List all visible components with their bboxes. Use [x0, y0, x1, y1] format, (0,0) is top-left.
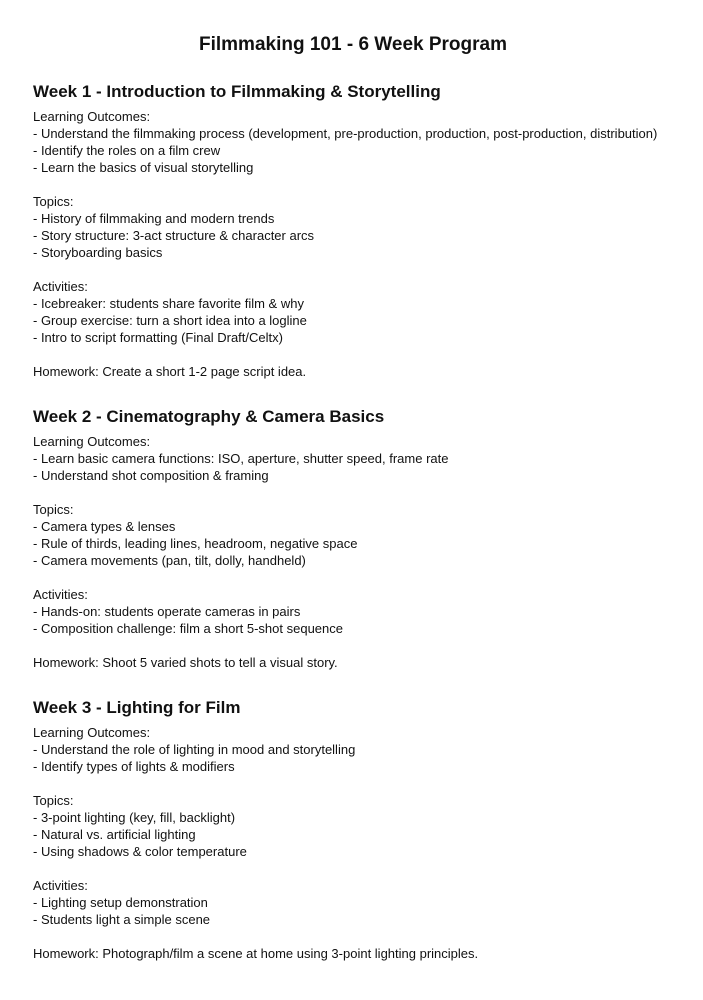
- section-label: Topics:: [33, 502, 74, 517]
- list-item: - Intro to script formatting (Final Draft/Celtx): [33, 330, 283, 345]
- list-item: - 3-point lighting (key, fill, backlight): [33, 810, 236, 825]
- bullet-list: [33, 741, 673, 775]
- activities-section: [33, 586, 673, 637]
- homework-section: [33, 945, 673, 962]
- week-heading: Week 1 - Introduction to Filmmaking & Storytelling: [33, 82, 441, 101]
- bullet-list: [33, 809, 673, 860]
- list-item: - Camera types & lenses: [33, 519, 176, 534]
- bullet-list: [33, 210, 673, 261]
- list-item: - Group exercise: turn a short idea into a logline: [33, 313, 307, 328]
- topics-section: [33, 501, 673, 569]
- week-3-block: [33, 697, 673, 962]
- list-item: - Identify the roles on a film crew: [33, 143, 221, 158]
- list-item: - Understand the filmmaking process (development, pre-production, production, post-production, distribution): [33, 126, 658, 141]
- week-heading: Week 2 - Cinematography & Camera Basics: [33, 407, 385, 426]
- week-heading: Week 3 - Lighting for Film: [33, 698, 241, 717]
- list-item: - History of filmmaking and modern trends: [33, 211, 275, 226]
- list-item: - Hands-on: students operate cameras in pairs: [33, 604, 301, 619]
- section-label: Learning Outcomes:: [33, 434, 151, 449]
- bullet-list: [33, 125, 673, 176]
- section-label: Topics:: [33, 793, 74, 808]
- list-item: - Storyboarding basics: [33, 245, 163, 260]
- list-item: - Story structure: 3-act structure & character arcs: [33, 228, 315, 243]
- activities-section: [33, 278, 673, 346]
- list-item: - Icebreaker: students share favorite film & why: [33, 296, 304, 311]
- list-item: - Learn basic camera functions: ISO, aperture, shutter speed, frame rate: [33, 451, 449, 466]
- week-1-block: [33, 81, 673, 380]
- bullet-list: [33, 518, 673, 569]
- homework-section: [33, 363, 673, 380]
- section-label: Learning Outcomes:: [33, 725, 151, 740]
- list-item: - Rule of thirds, leading lines, headroom, negative space: [33, 536, 358, 551]
- document-title: Filmmaking 101 - 6 Week Program: [199, 34, 507, 55]
- list-item: - Composition challenge: film a short 5-shot sequence: [33, 621, 343, 636]
- section-label: Learning Outcomes:: [33, 109, 151, 124]
- learning-outcomes-section: [33, 433, 673, 484]
- list-item: - Learn the basics of visual storytelling: [33, 160, 254, 175]
- list-item: - Using shadows & color temperature: [33, 844, 247, 859]
- list-item: - Camera movements (pan, tilt, dolly, handheld): [33, 553, 306, 568]
- homework-text: Homework: Photograph/film a scene at home using 3-point lighting principles.: [33, 946, 479, 961]
- homework-text: Homework: Create a short 1-2 page script idea.: [33, 364, 307, 379]
- homework-section: [33, 654, 673, 671]
- list-item: - Lighting setup demonstration: [33, 895, 208, 910]
- list-item: - Natural vs. artificial lighting: [33, 827, 196, 842]
- topics-section: [33, 792, 673, 860]
- list-item: - Identify types of lights & modifiers: [33, 759, 235, 774]
- list-item: - Students light a simple scene: [33, 912, 211, 927]
- list-item: - Understand the role of lighting in mood and storytelling: [33, 742, 356, 757]
- topics-section: [33, 193, 673, 261]
- section-label: Activities:: [33, 878, 88, 893]
- bullet-list: [33, 894, 673, 928]
- section-label: Activities:: [33, 587, 88, 602]
- bullet-list: [33, 295, 673, 346]
- learning-outcomes-section: [33, 724, 673, 775]
- learning-outcomes-section: [33, 108, 673, 176]
- list-item: - Understand shot composition & framing: [33, 468, 269, 483]
- activities-section: [33, 877, 673, 928]
- bullet-list: [33, 603, 673, 637]
- section-label: Activities:: [33, 279, 88, 294]
- section-label: Topics:: [33, 194, 74, 209]
- week-2-block: [33, 406, 673, 671]
- homework-text: Homework: Shoot 5 varied shots to tell a visual story.: [33, 655, 338, 670]
- bullet-list: [33, 450, 673, 484]
